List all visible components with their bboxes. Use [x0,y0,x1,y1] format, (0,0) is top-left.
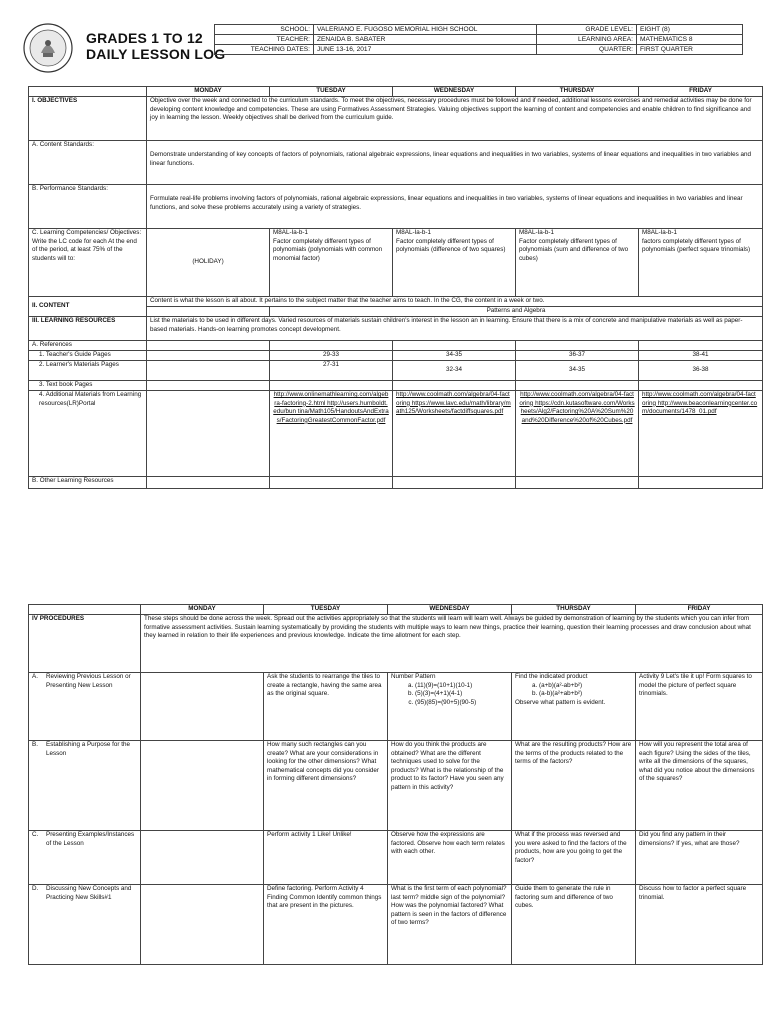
procedure-thursday: What are the resulting products? How are the terms of the products related to the terms of the factors? [512,741,636,831]
lc-thursday [516,229,639,297]
procedure-tuesday: Define factoring. Perform Activity 4 Finding Common Identify common things that are present in the pictures. [264,885,388,965]
lc-code: M8AL-Ia-b-1 [273,229,308,236]
link-friday[interactable]: http://www.coolmath.com/algebra/04-factoring http://www.beaconlearningcenter.com/documents/1478_01.pdf [639,391,763,477]
procedure-title: Discussing New Concepts and Practicing New Skills#1 [46,885,132,901]
procedure-wednesday [388,673,512,741]
lc-text: factors completely different types of polynomials (perfect square trinomials) [642,237,751,254]
grade-value: EIGHT (8) [637,25,743,35]
procedure-friday: Did you find any pattern in their dimensions? If yes, what are those? [636,831,763,885]
tg-monday [147,351,270,361]
procedure-wednesday: Observe how the expressions are factored. Observe how each term relates with each other. [388,831,512,885]
procedure-tuesday: How many such rectangles can you create? What are your considerations in looking for the other dimensions? What mathematical concepts did you consider in forming different dimensions? [264,741,388,831]
lc-monday: (HOLIDAY) [147,229,270,297]
teacher-label: TEACHER: [215,35,314,45]
procedure-title: Reviewing Previous Lesson or Presenting New Lesson [46,673,131,689]
procedure-friday: Discuss how to factor a perfect square trinomial. [636,885,763,965]
procedure-wednesday: How do you think the products are obtained? What are the different techniques used to solve for the products? What is the relationship of the product to its factor? Have you seen any pattern in this activity? [388,741,512,831]
day-header-thursday: THURSDAY [512,605,636,615]
procedure-label [29,831,141,885]
performance-standards-label: B. Performance Standards: [29,185,147,229]
procedure-thursday [512,673,636,741]
lc-code: M8AL-Ia-b-1 [642,229,677,236]
additional-materials-label: 4. Additional Materials from Learning resources(LR)Portal [29,391,147,477]
title-daily-lesson-log: DAILY LESSON LOG [86,46,226,62]
blank-corner [29,87,147,97]
list-item: c. (95)(85)=(90+5)(90-5) [415,699,508,708]
lc-code: M8AL-Ia-b-1 [519,229,554,236]
procedure-tuesday: Perform activity 1 Like! Unlike! [264,831,388,885]
tg-friday: 38-41 [639,351,763,361]
wednesday-title: Number Pattern [391,673,436,680]
grade-label: GRADE LEVEL: [537,25,637,35]
procedure-wednesday: What is the first term of each polynomial? last term? middle sign of the polynomial? How was the polynomial factored? What pattern is seen in the factors of difference of two terms? [388,885,512,965]
header-info-table [214,24,743,55]
content-monday [147,307,270,317]
lm-pages-label: 2. Learner's Materials Pages [29,361,147,381]
lc-text: Factor completely different types of polynomials (polynomials with common monomial factor) [273,237,383,262]
lc-tuesday [270,229,393,297]
procedure-title: Establishing a Purpose for the Lesson [46,741,131,757]
resources-text: List the materials to be used in different days. Varied resources of materials sustain children's interest in the lesson an in learning. Ensure that there is a mix of concrete and manipulative materials as well as paper-based materials. Hands-on learning promotes concept development. [147,317,763,341]
procedure-friday: Activity 9 Let's tile it up! Form squares to model the picture of perfect square trinomials. [636,673,763,741]
procedures-label: IV PROCEDURES [29,615,141,673]
day-header-friday: FRIDAY [639,87,763,97]
list-item: b. (5)(3)=(4+1)(4-1) [415,690,508,699]
content-standards-text: Demonstrate understanding of key concepts of factors of polynomials, rational algebraic expressions, linear equations and inequalities in two variables, systems of linear equations and inequalities in two variables and linear functions. [147,141,763,185]
procedure-thursday: Guide them to generate the rule in factoring sum and difference of two cubes. [512,885,636,965]
number-pattern-list [391,682,508,708]
content-text: Content is what the lesson is all about. It pertains to the subject matter that the teacher aims to teach. In the CG, the content in a week or two. [147,297,763,307]
day-header-tuesday: TUESDAY [270,87,393,97]
title-grades: GRADES 1 TO 12 [86,30,203,46]
tg-tuesday: 29-33 [270,351,393,361]
lm-tuesday: 27-31 [270,361,393,381]
link-wednesday[interactable]: http://www.coolmath.com/algebra/04-factoring https://www.lavc.edu/math/library/math125/Worksheets/factdiffsquares.pdf [393,391,516,477]
resources-label: III. LEARNING RESOURCES [29,317,147,341]
procedure-letter: B. [32,741,38,748]
lm-friday: 36-38 [639,361,763,381]
procedure-letter: A. [32,673,38,680]
product-list [515,682,632,699]
procedure-label [29,885,141,965]
blank-corner [29,605,141,615]
procedure-friday: How will you represent the total area of each figure? Using the sides of the tiles, write all the dimensions of the squares, what did you notice about the dimensions of the squares? [636,741,763,831]
school-value: VALERIANO E. FUGOSO MEMORIAL HIGH SCHOOL [314,25,537,35]
day-header-monday: MONDAY [141,605,264,615]
procedure-letter: C. [32,831,39,838]
procedure-row [29,831,763,885]
procedure-letter: D. [32,885,39,892]
day-header-monday: MONDAY [147,87,270,97]
other-resources-label: B. Other Learning Resources [29,477,147,489]
dates-label: TEACHING DATES: [215,45,314,55]
teacher-value: ZENAIDA B. SABATER [314,35,537,45]
content-topic: Patterns and Algebra [270,307,763,317]
objectives-text: Objective over the week and connected to the curriculum standards. To meet the objectives, necessary procedures must be followed and if needed, additional lessons exercises and remedial activities may be done for developing content knowledge and competencies. These are using Formatives Assessment Strategies. Valuing objectives support the learning of content and competencies and enable children to find significance and joy in learning the lesson. Weekly objectives shall be derived from the curriculum guide. [147,97,763,141]
lm-thursday: 34-35 [516,361,639,381]
day-header-tuesday: TUESDAY [264,605,388,615]
procedure-row [29,741,763,831]
day-header-thursday: THURSDAY [516,87,639,97]
procedure-label [29,741,141,831]
references-label: A. References [29,341,147,351]
procedures-text: These steps should be done across the week. Spread out the activities appropriately so that the students will learn will learn well. Always be guided by demonstration of learning by the students which you can infer from formative assessment activities. Sustain learning systematically by providing the students with multiple ways to learn new things, practice their learning, question their learning processes and draw conclusion about what they learned in relation to their life experiences and previous knowledge. Indicate the time allotment for each step. [141,615,763,673]
competencies-label: C. Learning Competencies/ Objectives: Write the LC code for each At the end of the period, at least 75% of the students will to: [29,229,147,297]
quarter-value: FIRST QUARTER [637,45,743,55]
tg-wednesday: 34-35 [393,351,516,361]
tg-pages-label: 1. Teacher's Guide Pages [29,351,147,361]
procedure-tuesday: Ask the students to rearrange the tiles to create a rectangle, having the same area as the original square. [264,673,388,741]
procedure-row [29,885,763,965]
procedures-table [28,604,763,965]
list-item: a. (a+b)(a²-ab+b²) [539,682,632,691]
tg-thursday: 36-37 [516,351,639,361]
performance-standards-text: Formulate real-life problems involving factors of polynomials, rational algebraic expressions, linear equations and inequalities in two variables, systems of linear equations and inequalities in two variables and linear functions, and solve these problems accurately using a variety of strategies. [147,185,763,229]
procedure-row [29,673,763,741]
list-item: b. (a-b)(a²+ab+b²) [539,690,632,699]
procedure-label [29,673,141,741]
area-label: LEARNING AREA: [537,35,637,45]
procedure-thursday: What if the process was reversed and you were asked to find the factors of the products, how are you going to get the factor? [512,831,636,885]
thursday-note: Observe what pattern is evident. [515,698,606,706]
quarter-label: QUARTER: [537,45,637,55]
procedure-title: Presenting Examples/Instances of the Lesson [46,831,135,847]
lc-code: M8AL-Ia-b-1 [396,229,431,236]
lesson-plan-table [28,86,763,489]
school-label: SCHOOL: [215,25,314,35]
lc-friday [639,229,763,297]
lc-text: Factor completely different types of polynomials (sum and difference of two cubes) [519,237,629,262]
dates-value: JUNE 13-16, 2017 [314,45,537,55]
day-header-friday: FRIDAY [636,605,763,615]
day-header-wednesday: WEDNESDAY [393,87,516,97]
list-item: a. (11)(9)=(10+1)(10-1) [415,682,508,691]
deped-seal-icon [23,23,73,73]
lc-text: Factor completely different types of polynomials (difference of two squares) [396,237,506,254]
link-tuesday[interactable]: http://www.onlinemathlearning.com/algebra-factoring-2.html http://users.humboldt.edu/bun tina/Math105/HandoutsAndExtras/FactoringGreatestCommonFactor.pdf [270,391,393,477]
textbook-pages-label: 3. Text book Pages [29,381,147,391]
link-thursday[interactable]: http://www.coolmath.com/algebra/04-factoring https://cdn.kutasoftware.com/Worksheets/Alg2/Factoring%20A%20Sum%20and%20Difference%20of%20Cubes.pdf [516,391,639,477]
thursday-title: Find the indicated product [515,673,588,680]
content-label: II. CONTENT [29,297,147,317]
content-standards-label: A. Content Standards: [29,141,147,185]
lm-wednesday: 32-34 [393,361,516,381]
lm-monday [147,361,270,381]
day-header-wednesday: WEDNESDAY [388,605,512,615]
objectives-label: I. OBJECTIVES [29,97,147,141]
area-value: MATHEMATICS 8 [637,35,743,45]
lc-wednesday [393,229,516,297]
